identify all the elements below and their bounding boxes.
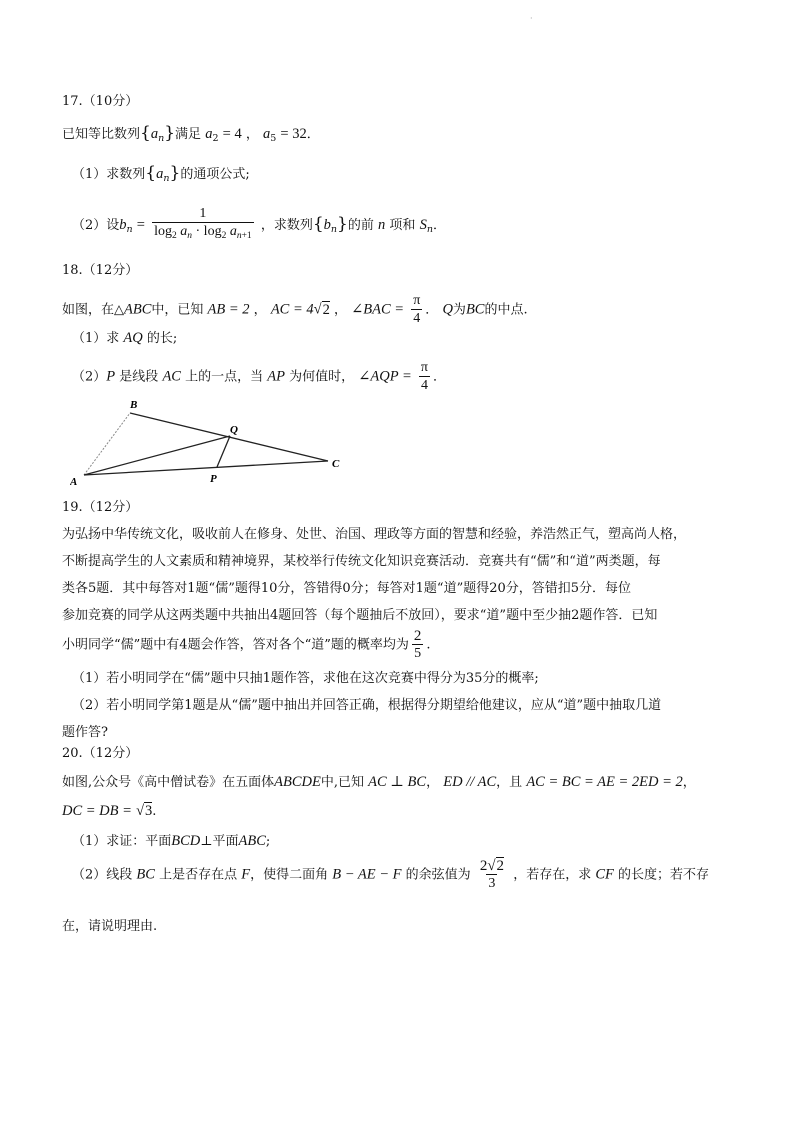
q20-part1: （1）求证：平面BCD⊥平面ABC; <box>72 833 271 849</box>
q18-header: 18.（12分） <box>62 263 139 278</box>
q17-stem: 已知等比数列$\{a_n\}$满足 $a_2 = 4$ ， $a_5 = 32$． <box>62 123 320 144</box>
segment-qp <box>217 436 230 467</box>
q18-part1: （1）求 AQ 的长; <box>72 330 178 346</box>
q19-part2a: （2）若小明同学第1题是从“儒”题中抽出并回答正确，根据得分期望给他建议，应从“道”题中抽取几道 <box>72 698 662 713</box>
q17-part2: （2）设$b_n$ = $\frac{1}{\log_2 a_n \cdot \log_2 a_{n+1}}$ ，求数列$\{b_n\}$的前 n 项和 $S_n$． <box>72 206 446 245</box>
q20-part2-cont: 在，请说明理由. <box>62 919 158 934</box>
q20-stem-line2: DC = DB = √3. <box>62 803 157 819</box>
segment-ac <box>84 461 328 475</box>
q19-line3: 类各5题．其中每答对1题“儒”题得10分，答错得0分；每答对1题“道”题得20分，答错扣5分．每位 <box>62 581 632 596</box>
q19-line2: 不断提高学生的人文素质和精神境界，某校举行传统文化知识竞赛活动．竞赛共有“儒”和“道”两类题，每 <box>62 554 661 569</box>
triangle-figure <box>70 395 350 490</box>
q19-header: 19.（12分） <box>62 500 139 515</box>
q19-part2b: 题作答? <box>62 725 108 740</box>
q17-header: 17.（10分） <box>62 94 139 109</box>
label-p: P <box>210 473 217 485</box>
q20-part2: （2）线段 BC 上是否存在点 F，使得二面角 B − AE − F 的余弦值为 $\frac{2√2}{3}$ ，若存在，求 CF 的长度；若不存 <box>72 858 710 891</box>
page-mark: · <box>530 14 533 23</box>
label-a: A <box>70 476 78 488</box>
q19-part1: （1）若小明同学在“儒”题中只抽1题作答，求他在这次竞赛中得分为35分的概率; <box>72 671 539 686</box>
q17-part1: （1）求数列$\{a_n\}$的通项公式; <box>72 163 250 184</box>
q18-part2: （2）P 是线段 AC 上的一点，当 AP 为何值时， ∠AQP = $\frac{\pi}{4}$ ． <box>72 360 446 393</box>
label-b: B <box>130 399 138 411</box>
q20-fraction: $\frac{2√2}{3}$ <box>479 858 505 891</box>
q20-header: 20.（12分） <box>62 746 139 761</box>
q19-line5: 小明同学“儒”题中有4题会作答，答对各个“道”题的概率均为 $\frac{2}{5}$ . <box>62 628 431 661</box>
label-c: C <box>332 458 340 470</box>
segment-ab <box>84 413 130 475</box>
q17-fraction: $\frac{1}{\log_2 a_n \cdot \log_2 a_{n+1}}$ <box>152 206 254 245</box>
segment-aq <box>84 436 230 475</box>
q20-stem: 如图,公众号《高中僧试卷》在五面体ABCDE中,已知 AC ⊥ BC， ED // AC，且 AC = BC = AE = 2ED = 2， <box>62 774 696 790</box>
q18-stem: 如图，在△ABC中，已知 AB = 2 ， AC = 4√2 ， ∠BAC = $\frac{\pi}{4}$ ． Q为BC的中点. <box>62 293 528 326</box>
q19-line4: 参加竞赛的同学从这两类题中共抽出4题回答（每个题抽后不放回），要求“道”题中至少抽2题作答．已知 <box>62 608 658 623</box>
q19-line1: 为弘扬中华传统文化，吸收前人在修身、处世、治国、理政等方面的智慧和经验，养浩然正气，塑高尚人格， <box>62 527 687 542</box>
label-q: Q <box>230 424 238 436</box>
